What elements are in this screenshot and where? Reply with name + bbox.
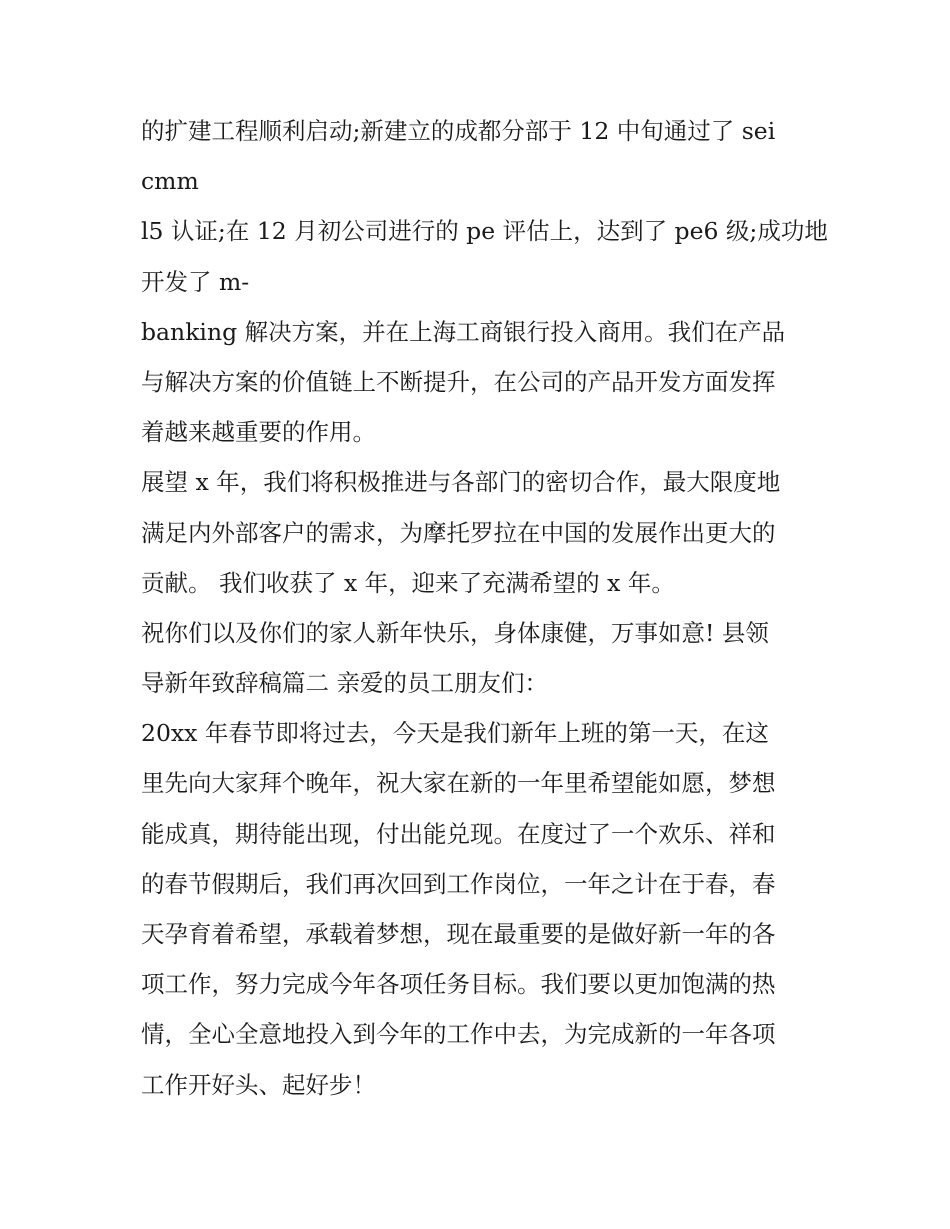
body-text — [141, 106, 828, 1110]
text-line: cmm — [141, 167, 199, 196]
text-line: banking 解决方案，并在上海工商银行投入商用。我们在产品 — [141, 317, 786, 346]
text-line: 祝你们以及你们的家人新年快乐，身体康健，万事如意! 县领 — [141, 618, 769, 647]
text-line: l5 认证;在 12 月初公司进行的 pe 评估上，达到了 pe6 级;成功地 — [141, 217, 828, 246]
text-line: 20xx 年春节即将过去，今天是我们新年上班的第一天，在这 — [141, 719, 769, 748]
text-line: 开发了 m- — [141, 267, 250, 296]
text-line: 情，全心全意地投入到今年的工作中去，为完成新的一年各项 — [141, 1020, 776, 1049]
text-line: 里先向大家拜个晚年，祝大家在新的一年里希望能如愿，梦想 — [141, 769, 776, 798]
text-line: 贡献。 我们收获了 x 年，迎来了充满希望的 x 年。 — [141, 568, 675, 597]
text-line: 天孕育着希望，承载着梦想，现在最重要的是做好新一年的各 — [141, 920, 776, 948]
text-line: 与解决方案的价值链上不断提升，在公司的产品开发方面发挥 — [141, 367, 776, 396]
text-line: 满足内外部客户的需求，为摩托罗拉在中国的发展作出更大的 — [141, 518, 776, 547]
text-line: 能成真，期待能出现，付出能兑现。在度过了一个欢乐、祥和 — [141, 819, 776, 848]
text-line: 着越来越重要的作用。 — [141, 418, 376, 447]
text-line: 项工作，努力完成今年各项任务目标。我们要以更加饱满的热 — [141, 970, 776, 999]
text-line: 的扩建工程顺利启动;新建立的成都分部于 12 中旬通过了 sei — [141, 117, 776, 145]
text-line: 工作开好头、起好步！ — [141, 1070, 376, 1099]
text-line: 展望 x 年，我们将积极推进与各部门的密切合作，最大限度地 — [141, 468, 781, 497]
text-line: 的春节假期后，我们再次回到工作岗位，一年之计在于春，春 — [141, 869, 776, 898]
text-line: 导新年致辞稿篇二 亲爱的员工朋友们： — [141, 669, 548, 698]
